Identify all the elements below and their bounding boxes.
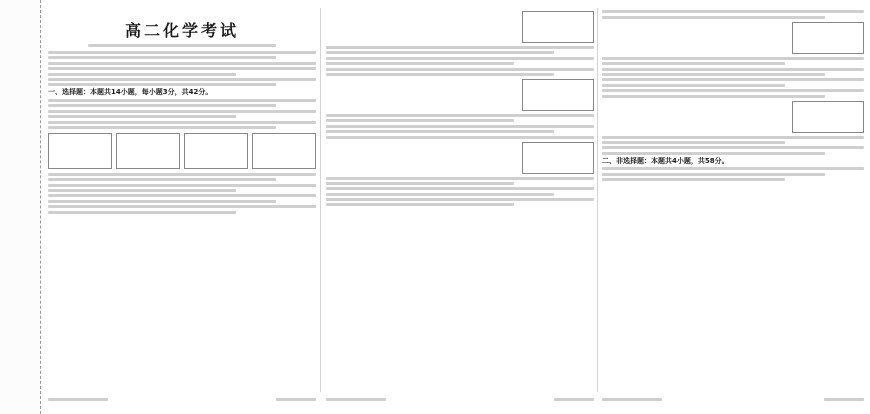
placeholder-text (48, 194, 316, 197)
placeholder-text (326, 119, 514, 122)
placeholder-text (602, 89, 864, 92)
option-figure (184, 133, 248, 169)
structure-figure (792, 22, 864, 54)
placeholder-text (602, 68, 864, 71)
placeholder-text (326, 114, 594, 117)
placeholder-text (48, 173, 316, 176)
placeholder-text (326, 187, 594, 190)
placeholder-text (554, 398, 594, 401)
placeholder-text (48, 178, 276, 181)
page-footer (48, 396, 316, 406)
page-column-2 (326, 8, 594, 388)
column-divider (320, 8, 321, 392)
placeholder-text (48, 78, 316, 81)
placeholder-text (326, 193, 554, 196)
placeholder-text (48, 51, 316, 54)
placeholder-text (326, 130, 554, 133)
graph-figure (522, 142, 594, 174)
placeholder-text (276, 398, 316, 401)
placeholder-text (326, 68, 594, 71)
placeholder-text (48, 56, 276, 59)
placeholder-text (326, 73, 554, 76)
placeholder-text (602, 141, 785, 144)
placeholder-text (602, 16, 825, 19)
placeholder-text (326, 182, 514, 185)
placeholder-text (48, 205, 316, 208)
option-figure (48, 133, 112, 169)
column-divider (597, 8, 598, 392)
section-heading: 一、选择题：本题共14小题，每小题3分，共42分。 (48, 88, 213, 97)
option-figure (116, 133, 180, 169)
placeholder-text (326, 62, 514, 65)
placeholder-text (326, 177, 594, 180)
placeholder-text (602, 84, 785, 87)
placeholder-text (326, 46, 594, 49)
page-footer (326, 396, 594, 406)
placeholder-text (326, 51, 554, 54)
placeholder-text (48, 73, 236, 76)
page-column-3 (602, 8, 864, 388)
placeholder-text (48, 126, 276, 129)
placeholder-text (602, 136, 864, 139)
placeholder-text (326, 398, 386, 401)
placeholder-text (48, 189, 236, 192)
placeholder-text (602, 78, 864, 81)
apparatus-figure (522, 79, 594, 111)
placeholder-text (48, 110, 316, 113)
placeholder-text (602, 62, 785, 65)
placeholder-text (326, 57, 594, 60)
figure-row (48, 133, 316, 169)
placeholder-text (326, 198, 594, 201)
placeholder-text (48, 200, 276, 203)
energy-figure (792, 101, 864, 133)
placeholder-text (602, 57, 864, 60)
placeholder-text (326, 125, 594, 128)
apparatus-figure (522, 11, 594, 43)
section-heading: 二、非选择题：本题共4小题，共58分。 (602, 156, 729, 165)
placeholder-text (48, 62, 316, 65)
placeholder-text (602, 152, 825, 155)
page-footer (602, 396, 864, 406)
placeholder-text (602, 95, 825, 98)
placeholder-text (48, 211, 236, 214)
placeholder-text (602, 73, 825, 76)
placeholder-text (602, 146, 864, 149)
binding-margin (0, 0, 41, 414)
exam-title: 高二化学考试 (124, 21, 239, 40)
placeholder-text (602, 178, 785, 181)
placeholder-text (602, 173, 825, 176)
placeholder-text (48, 115, 236, 118)
placeholder-text (48, 398, 108, 401)
placeholder-text (48, 99, 316, 102)
placeholder-text (48, 121, 316, 124)
placeholder-text (326, 136, 594, 139)
placeholder-text (48, 83, 276, 86)
placeholder-text (602, 10, 864, 13)
placeholder-text (824, 398, 864, 401)
placeholder-text (48, 104, 276, 107)
placeholder-text (48, 184, 316, 187)
placeholder-text (602, 167, 864, 170)
placeholder-text (48, 67, 316, 70)
placeholder-text (602, 398, 662, 401)
placeholder-text (326, 203, 514, 206)
page-column-1 (48, 8, 316, 388)
option-figure (252, 133, 316, 169)
placeholder-text (88, 44, 276, 47)
